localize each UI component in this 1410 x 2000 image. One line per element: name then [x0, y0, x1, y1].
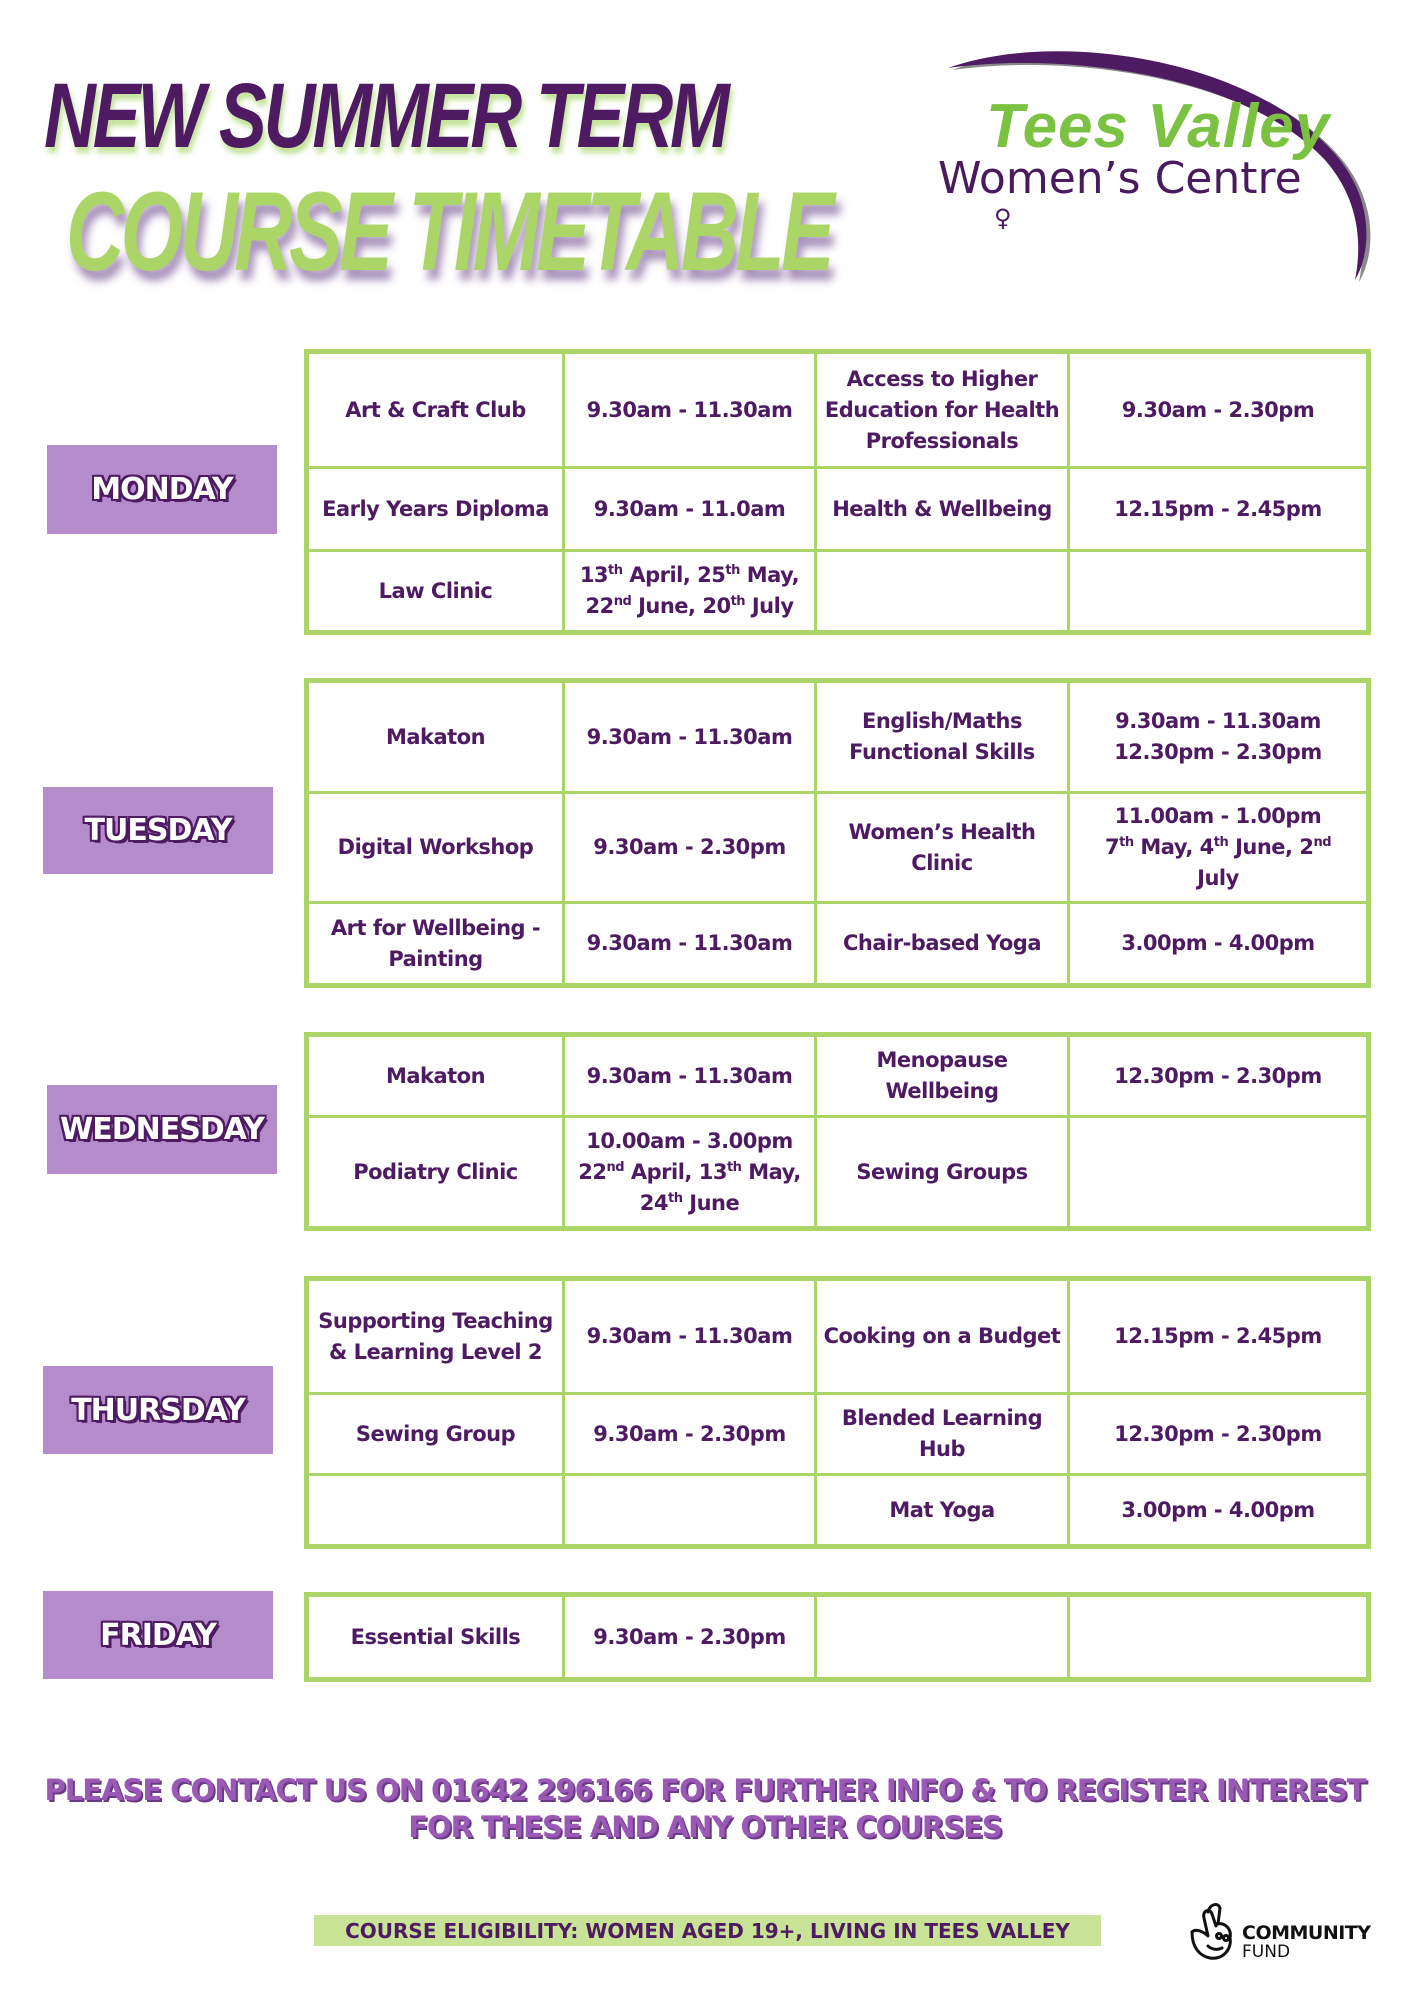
table-row	[307, 352, 1369, 468]
course-name: Early Years Diploma	[307, 468, 564, 551]
course-time: 9.30am - 11.30am	[564, 1035, 816, 1117]
course-time: 3.00pm - 4.00pm	[1069, 1475, 1369, 1547]
table-row	[307, 1279, 1369, 1394]
course-name: English/Maths Functional Skills	[816, 681, 1069, 793]
course-name: Chair-based Yoga	[816, 903, 1069, 986]
funder-name-line2: FUND	[1242, 1942, 1291, 1962]
course-time: 9.30am - 11.30am	[564, 352, 816, 468]
course-time: 9.30am - 2.30pm	[564, 1394, 816, 1475]
dates-line: 22nd April, 13th May,	[578, 1159, 801, 1184]
course-name: Digital Workshop	[307, 793, 564, 903]
course-time: 12.15pm - 2.45pm	[1069, 468, 1369, 551]
course-name: Sewing Group	[307, 1394, 564, 1475]
eligibility-banner: COURSE ELIGIBILITY: WOMEN AGED 19+, LIVING IN TEES VALLEY	[314, 1915, 1101, 1946]
course-time: 9.30am - 11.30am	[564, 903, 816, 986]
course-time: 12.15pm - 2.45pm	[1069, 1279, 1369, 1394]
course-name: Essential Skills	[307, 1595, 564, 1680]
course-name: Cooking on a Budget	[816, 1279, 1069, 1394]
course-name: Makaton	[307, 1035, 564, 1117]
tees-valley-womens-centre-logo	[930, 40, 1390, 290]
dates-line: 24th June	[639, 1190, 740, 1215]
table-row	[307, 551, 1369, 633]
course-time: 9.30am - 2.30pm	[564, 793, 816, 903]
course-time: 9.30am - 2.30pm	[1069, 352, 1369, 468]
contact-line-1: PLEASE CONTACT US ON 01642 296166 FOR FURTHER INFO & TO REGISTER INTEREST	[44, 1773, 1366, 1807]
course-name: Menopause Wellbeing	[816, 1035, 1069, 1117]
time-line-1: 10.00am - 3.00pm	[586, 1128, 793, 1153]
course-time	[1069, 793, 1369, 903]
course-name: Health & Wellbeing	[816, 468, 1069, 551]
empty-cell	[816, 1595, 1069, 1680]
course-time: 9.30am - 11.30am	[564, 1279, 816, 1394]
dates-line: 7th May, 4th June, 2nd	[1104, 835, 1332, 859]
table-row	[307, 1117, 1369, 1229]
table-row	[307, 468, 1369, 551]
course-time	[564, 1117, 816, 1229]
contact-info	[0, 1772, 1410, 1846]
course-name: Supporting Teaching & Learning Level 2	[307, 1279, 564, 1394]
title-course-timetable: COURSE TIMETABLE	[66, 169, 832, 294]
logo-womens-centre-text: Women’s Centre	[938, 153, 1302, 204]
monday-timetable	[304, 349, 1371, 635]
tuesday-timetable	[304, 678, 1371, 988]
crossed-fingers-icon	[1186, 1898, 1242, 1968]
contact-line-2: FOR THESE AND ANY OTHER COURSES	[408, 1810, 1002, 1844]
friday-timetable	[304, 1592, 1371, 1682]
course-name: Art for Wellbeing - Painting	[307, 903, 564, 986]
table-row	[307, 1475, 1369, 1547]
empty-cell	[1069, 551, 1369, 633]
wednesday-timetable	[304, 1032, 1371, 1231]
course-name: Sewing Groups	[816, 1117, 1069, 1229]
time-line-1: 9.30am - 11.30am	[1115, 709, 1321, 733]
table-row	[307, 1035, 1369, 1117]
course-time: 9.30am - 11.30am	[564, 681, 816, 793]
empty-cell	[1069, 1117, 1369, 1229]
time-line-2: 12.30pm - 2.30pm	[1114, 740, 1322, 764]
dates-line: July	[1197, 866, 1239, 890]
venus-symbol-icon: ♀	[994, 204, 1012, 232]
course-name: Blended Learning Hub	[816, 1394, 1069, 1475]
logo-tees-valley-text: Tees Valley	[986, 92, 1331, 161]
course-name: Access to Higher Education for Health Professionals	[816, 352, 1069, 468]
empty-cell	[816, 551, 1069, 633]
course-time	[1069, 681, 1369, 793]
funder-name-line1: COMMUNITY	[1242, 1922, 1371, 1944]
table-row	[307, 1394, 1369, 1475]
course-time: 12.30pm - 2.30pm	[1069, 1035, 1369, 1117]
course-name: Art & Craft Club	[307, 352, 564, 468]
community-fund-logo	[1186, 1898, 1386, 1968]
day-label-friday: FRIDAY	[43, 1591, 273, 1679]
day-label-thursday: THURSDAY	[43, 1366, 273, 1454]
table-row	[307, 681, 1369, 793]
course-time: 3.00pm - 4.00pm	[1069, 903, 1369, 986]
table-row	[307, 793, 1369, 903]
course-time: 12.30pm - 2.30pm	[1069, 1394, 1369, 1475]
course-name: Women’s Health Clinic	[816, 793, 1069, 903]
empty-cell	[307, 1475, 564, 1547]
course-name: Podiatry Clinic	[307, 1117, 564, 1229]
day-label-wednesday: WEDNESDAY	[47, 1085, 277, 1174]
dates-line-2: 22nd June, 20th July	[585, 594, 794, 618]
title-new-summer-term: NEW SUMMER TERM	[44, 65, 727, 167]
table-row	[307, 1595, 1369, 1680]
dates-line-1: 13th April, 25th May,	[579, 563, 800, 587]
day-label-monday: MONDAY	[47, 445, 277, 534]
empty-cell	[564, 1475, 816, 1547]
course-time: 9.30am - 2.30pm	[564, 1595, 816, 1680]
course-name: Mat Yoga	[816, 1475, 1069, 1547]
day-label-tuesday: TUESDAY	[43, 787, 273, 874]
course-time: 9.30am - 11.0am	[564, 468, 816, 551]
table-row	[307, 903, 1369, 986]
course-name: Makaton	[307, 681, 564, 793]
thursday-timetable	[304, 1276, 1371, 1549]
course-dates	[564, 551, 816, 633]
empty-cell	[1069, 1595, 1369, 1680]
time-line-1: 11.00am - 1.00pm	[1114, 804, 1322, 828]
course-name: Law Clinic	[307, 551, 564, 633]
